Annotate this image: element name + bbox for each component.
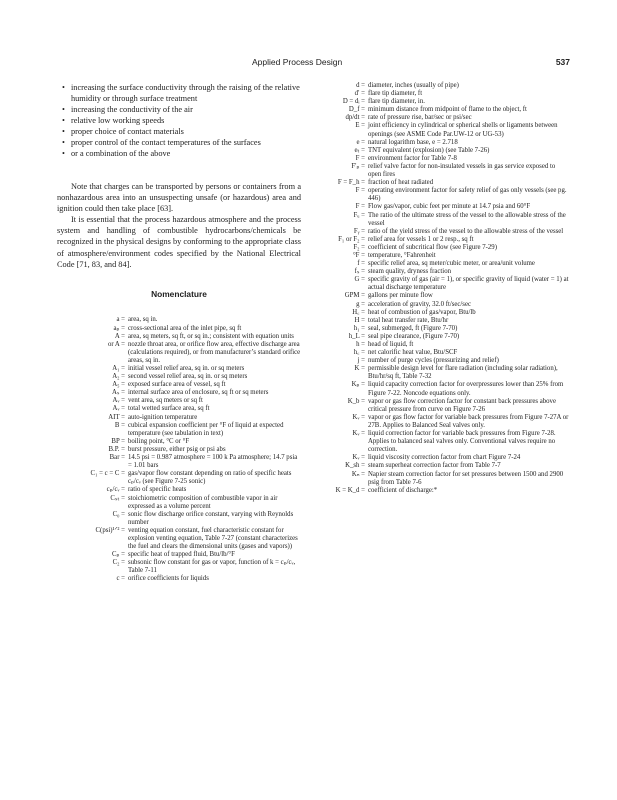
nomenclature-symbol: e =: [356, 138, 365, 146]
nomenclature-definition: liquid correction factor for variable back pressures from Figure 7-28. Applies to balanced seal valves only. Conventional valves require no correction.: [368, 430, 556, 454]
nomenclature-definition: specific heat of trapped fluid, Btu/lb/°F: [128, 551, 235, 559]
nomenclature-symbol: K = K_d =: [335, 486, 365, 494]
bullet-item: • relative low working speeds: [57, 115, 301, 126]
nomenclature-symbol: K =: [354, 365, 365, 373]
nomenclature-symbol: A₁ =: [112, 365, 125, 373]
nomenclature-symbol: h_L =: [348, 332, 365, 340]
nomenclature-symbol: C₀ =: [112, 510, 125, 518]
nomenclature-definition: auto-ignition temperature: [128, 413, 198, 421]
nomenclature-symbol: h꜀ =: [353, 349, 365, 357]
nomenclature-definition: burst pressure, either psig or psi abs: [128, 445, 226, 453]
nomenclature-definition: vapor or gas flow correction factor for constant back pressures above critical pressure from curve on Figure 7-26: [368, 397, 556, 413]
nomenclature-symbol: Bar =: [109, 454, 125, 462]
nomenclature-symbol: G =: [354, 276, 365, 284]
nomenclature-symbol: C(psi)¹ᐟ² =: [95, 526, 125, 534]
nomenclature-symbol: g =: [356, 300, 365, 308]
nomenclature-symbol: Fᵧ =: [353, 227, 365, 235]
nomenclature-definition: net calorific heat value, Btu/SCF: [368, 349, 458, 357]
nomenclature-definition: orifice coefficients for liquids: [128, 575, 209, 583]
nomenclature-symbol: d =: [356, 82, 365, 89]
nomenclature-symbol: eₜ =: [354, 146, 365, 154]
nomenclature-symbol: AIT =: [108, 413, 125, 421]
nomenclature-list-right: [312, 82, 570, 495]
nomenclature-symbol: F =: [355, 187, 365, 195]
nomenclature-definition: ratio of specific heats: [128, 486, 187, 494]
nomenclature-symbol: Kᵥ =: [352, 430, 365, 438]
nomenclature-definition: flare tip diameter, ft: [368, 90, 423, 98]
nomenclature-symbol: F = F_h =: [337, 179, 365, 187]
nomenclature-definition: boiling point, °C or °F: [128, 437, 190, 445]
nomenclature-list-left: [57, 316, 301, 583]
bullet-item: • increasing the surface conductivity through the raising of the relative humidity or through surface treatment: [57, 82, 301, 104]
nomenclature-definition: initial vessel relief area, sq in. or sq meters: [128, 365, 245, 373]
nomenclature-definition: fraction of heat radiated: [368, 179, 434, 187]
nomenclature-definition: seal, submerged, ft (Figure 7-70): [368, 324, 458, 332]
nomenclature-symbol: a =: [116, 316, 125, 324]
nomenclature-definition: diameter, inches (usually of pipe): [368, 82, 459, 89]
nomenclature-symbol: C₂ =: [112, 559, 125, 567]
nomenclature-symbol: or A =: [107, 340, 125, 348]
page-number: 537: [555, 57, 570, 67]
nomenclature-definition: flare tip diameter, in.: [368, 98, 425, 106]
nomenclature-definition: acceleration of gravity, 32.0 ft/sec/sec: [368, 300, 471, 308]
nomenclature-definition: specific gravity of gas (air = 1), or specific gravity of liquid (water = 1) at actual discharge temperature: [368, 276, 569, 292]
nomenclature-symbol: h₁ =: [353, 324, 365, 332]
nomenclature-symbol: aₚ =: [113, 324, 125, 332]
nomenclature-symbol: Cₚ =: [112, 551, 125, 559]
nomenclature-symbol: Cₛₜ =: [110, 494, 125, 502]
nomenclature-symbol: K_b =: [347, 397, 365, 405]
nomenclature-symbol: F₂ =: [353, 243, 365, 251]
nomenclature-definition: operating environment factor for safety relief of gas only vessels (see pg. 446): [368, 187, 567, 203]
nomenclature-definition: subsonic flow constant for gas or vapor, function of k = cₚ/cᵥ, Table 7-11: [128, 559, 296, 575]
bullet-item: • proper choice of contact materials: [57, 126, 301, 137]
nomenclature-definition: natural logarithm base, e = 2.718: [368, 138, 458, 146]
nomenclature-definition: area, sq in.: [128, 316, 158, 324]
nomenclature-symbol: F₁ or F₂ =: [338, 235, 365, 243]
bullet-item: • proper control of the contact temperatures of the surfaces: [57, 137, 301, 148]
nomenclature-definition: area, sq meters, sq ft, or sq in.; consistent with equation units: [128, 332, 294, 340]
nomenclature-definition: specific relief area, sq meter/cubic meter, or area/unit volume: [368, 260, 535, 268]
page-header: [60, 57, 570, 71]
nomenclature-definition: relief area for vessels 1 or 2 resp., sq ft: [368, 235, 474, 243]
nomenclature-symbol: B =: [114, 421, 125, 429]
nomenclature-definition: ratio of the yield stress of the vessel to the allowable stress of the vessel: [368, 227, 564, 235]
bullet-item: • or a combination of the above: [57, 148, 301, 159]
nomenclature-symbol: Kₙ =: [351, 470, 365, 478]
nomenclature-symbol: Aᵥ =: [112, 405, 125, 413]
nomenclature-definition: rate of pressure rise, bar/sec or psi/sec: [368, 114, 472, 122]
nomenclature-heading: Nomenclature: [151, 288, 207, 299]
nomenclature-symbol: A =: [114, 332, 125, 340]
nomenclature-definition: relief valve factor for non-insulated vessels in gas service exposed to open fires: [368, 162, 556, 179]
nomenclature-definition: number of purge cycles (pressurizing and relief): [368, 357, 499, 365]
nomenclature-definition: vapor or gas flow factor for variable back pressures from Figure 7-27A or 27B. Applies to Balanced Seal valves only.: [368, 413, 569, 429]
nomenclature-definition: minimum distance from midpoint of flame to the object, ft: [368, 106, 527, 114]
nomenclature-symbol: C₁ = c = C =: [90, 470, 125, 478]
nomenclature-symbol: dp/dt =: [345, 114, 365, 122]
nomenclature-definition: Flow gas/vapor, cubic feet per minute at 14.7 psia and 60°F: [368, 203, 531, 211]
nomenclature-symbol: j =: [357, 357, 365, 365]
nomenclature-definition: The ratio of the ultimate stress of the vessel to the allowable stress of the vessel: [368, 211, 566, 227]
nomenclature-symbol: fₛ =: [354, 268, 365, 276]
nomenclature-definition: liquid viscosity correction factor from chart Figure 7-24: [368, 454, 521, 462]
nomenclature-definition: temperature, °Fahrenheit: [368, 251, 436, 259]
nomenclature-symbol: F =: [355, 154, 365, 162]
bullet-item: • increasing the conductivity of the air: [57, 104, 301, 115]
nomenclature-symbol: cₚ/cᵥ =: [106, 486, 125, 494]
nomenclature-definition: seal pipe clearance, (Figure 7-70): [368, 332, 460, 340]
nomenclature-definition: Napier steam correction factor for set pressures between 1500 and 2900 psig from Table 7-6: [368, 470, 564, 486]
nomenclature-symbol: h =: [356, 341, 365, 348]
left-column: [57, 82, 301, 584]
nomenclature-definition: stoichiometric composition of combustible vapor in air expressed as a volume percent: [128, 494, 278, 510]
running-title: Applied Process Design: [252, 57, 343, 67]
nomenclature-symbol: D_f =: [348, 106, 365, 114]
nomenclature-symbol: Aᵥ =: [112, 397, 125, 405]
nomenclature-definition: vent area, sq meters or sq ft: [128, 397, 203, 405]
nomenclature-symbol: F′ₚ =: [351, 162, 365, 170]
nomenclature-definition: internal surface area of enclosure, sq ft or sq meters: [128, 389, 269, 397]
nomenclature-definition: gas/vapor flow constant depending on ratio of specific heats cₚ/cᵥ (see Figure 7-25 sonic): [128, 470, 292, 486]
nomenclature-definition: head of liquid, ft: [368, 341, 414, 348]
nomenclature-definition: permissible design level for flare radiation (including solar radiation), Btu/hr/sq ft, Table 7-32: [368, 365, 558, 381]
nomenclature-definition: environment factor for Table 7-8: [368, 154, 457, 162]
nomenclature-definition: steam quality, dryness fraction: [368, 268, 451, 276]
nomenclature-symbol: Aₛ =: [112, 389, 125, 397]
nomenclature-symbol: f =: [357, 260, 365, 268]
nomenclature-symbol: H꜀ =: [352, 308, 365, 316]
nomenclature-definition: cubical expansion coefficient per °F of liquid at expected temperature (see tabulation in text): [128, 421, 284, 437]
nomenclature-definition: coefficient of discharge:*: [368, 486, 438, 494]
nomenclature-symbol: F =: [355, 203, 365, 211]
right-column: [312, 82, 570, 495]
nomenclature-symbol: °F =: [352, 251, 365, 259]
nomenclature-symbol: Kᵥ =: [352, 454, 365, 462]
nomenclature-symbol: Kᵥ =: [352, 413, 365, 421]
nomenclature-symbol: B.P. =: [108, 445, 125, 453]
nomenclature-definition: cross-sectional area of the inlet pipe, sq ft: [128, 324, 242, 332]
nomenclature-symbol: H =: [354, 316, 365, 324]
nomenclature-symbol: A₂ =: [112, 373, 125, 381]
nomenclature-symbol: Fᵤ =: [353, 211, 365, 219]
nomenclature-definition: coefficient of subcritical flow (see Figure 7-29): [368, 243, 497, 251]
nomenclature-definition: TNT equivalent (explosion) (see Table 7-26): [368, 146, 490, 154]
bullet-list: [57, 82, 301, 159]
nomenclature-symbol: D = dᵢ =: [342, 98, 365, 106]
nomenclature-symbol: BP =: [111, 437, 125, 445]
nomenclature-definition: gallons per minute flow: [368, 292, 433, 300]
nomenclature-symbol: d′ =: [354, 90, 365, 98]
nomenclature-definition: heat of combustion of gas/vapor, Btu/lb: [368, 308, 476, 316]
nomenclature-definition: venting equation constant, fuel characteristic constant for explosion venting equation, Table 7-27 (constant characterizes the fuel and clears the dimensional units (gases and vapors)): [128, 526, 298, 551]
nomenclature-definition: nozzle throat area, or orifice flow area, effective discharge area (calculations required), or from manufacturer’s standard orifice areas, sq in.: [128, 340, 301, 364]
nomenclature-symbol: GPM =: [344, 292, 365, 300]
paragraph-codes: It is essential that the process hazardous atmosphere and the process system and handling of combustible hydrocarbons/chemicals be recognized in the physical designs by conforming to the appropriate class of atmosphere/environment codes specified by the National Electrical Code [71, 83, and 84].: [57, 215, 301, 269]
nomenclature-symbol: c =: [116, 575, 125, 583]
nomenclature-symbol: E =: [355, 122, 365, 130]
nomenclature-definition: liquid capacity correction factor for overpressures lower than 25% from Figure 7-22. Noncode equations only.: [368, 381, 564, 397]
nomenclature-symbol: A₅ =: [112, 381, 125, 389]
nomenclature-definition: exposed surface area of vessel, sq ft: [128, 381, 226, 389]
nomenclature-definition: joint efficiency in cylindrical or spherical shells or ligaments between openings (see ASME Code Par.UW-12 or UG-53): [368, 122, 558, 138]
nomenclature-definition: 14.5 psi = 0.987 atmosphere = 100 k Pa atmosphere; 14.7 psia = 1.01 bars: [128, 454, 298, 470]
nomenclature-definition: total wetted surface area, sq ft: [128, 405, 210, 413]
nomenclature-definition: second vessel relief area, sq in. or sq meters: [128, 373, 248, 381]
paragraph-static-charges: Note that charges can be transported by persons or containers from a nonhazardous area into an unsuspecting unsafe (or hazardous) area and ignition could then take place [63].: [57, 182, 301, 214]
nomenclature-definition: sonic flow discharge orifice constant, varying with Reynolds number: [128, 510, 294, 526]
nomenclature-symbol: Kₚ =: [351, 381, 365, 389]
nomenclature-definition: steam superheat correction factor from Table 7-7: [368, 462, 501, 470]
nomenclature-definition: total heat transfer rate, Btu/hr: [368, 316, 449, 324]
nomenclature-symbol: K_sh =: [345, 462, 365, 470]
